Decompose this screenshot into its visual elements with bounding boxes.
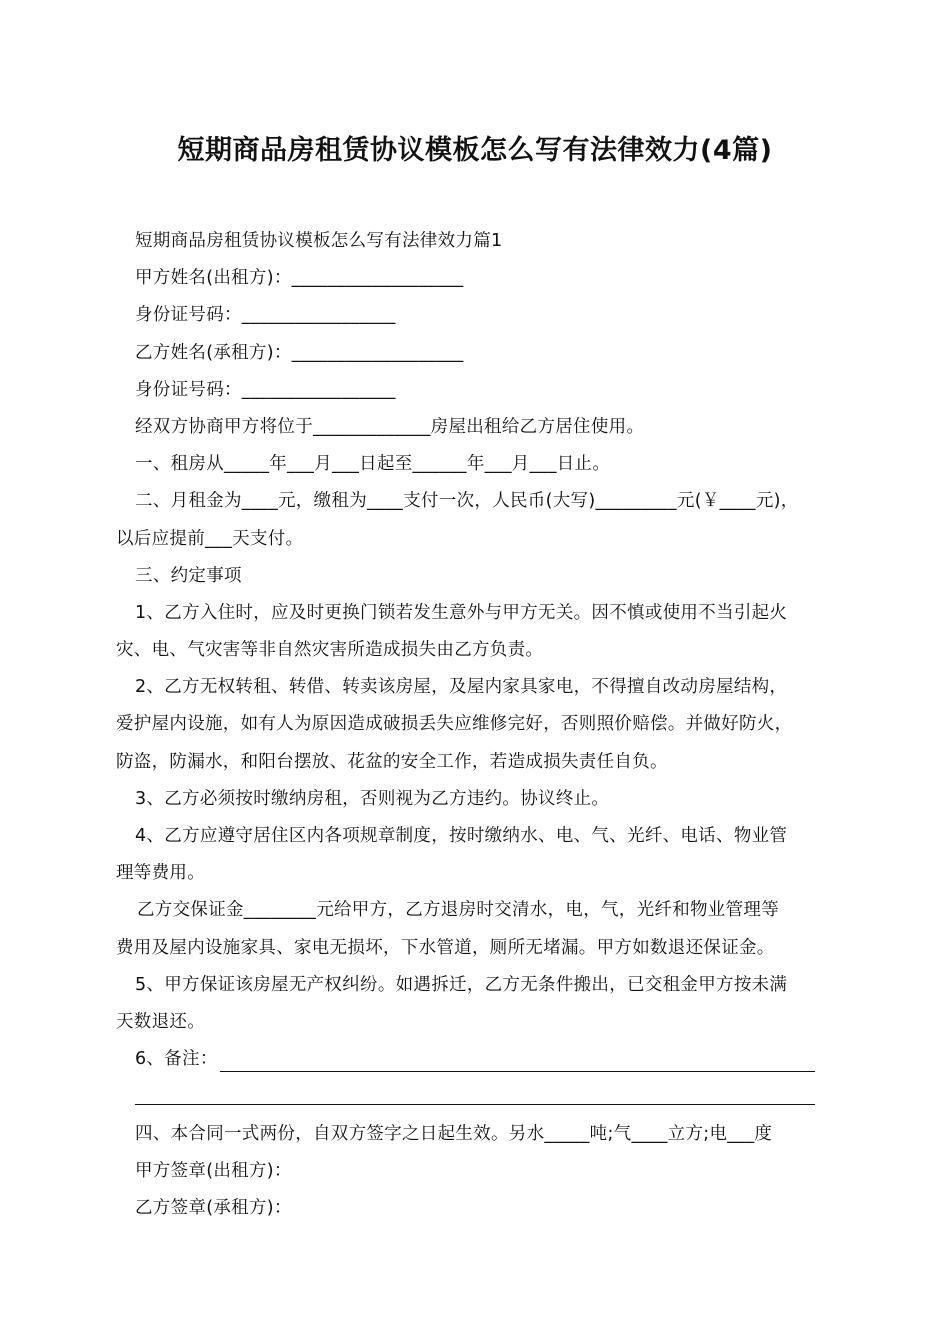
remarks-underline-2 <box>116 1078 856 1115</box>
agreement-items-heading: 三、约定事项 <box>135 565 242 586</box>
item-5-line-1: 5、甲方保证该房屋无产权纠纷。如遇拆迁，乙方无条件搬出，已交租金甲方按未满 <box>135 974 788 995</box>
party-b-id-field: 身份证号码：_________________ <box>135 379 396 400</box>
effective-clause: 四、本合同一式两份，自双方签字之日起生效。另水_____吨;气____立方;电___度 <box>135 1123 773 1144</box>
item-1-line-1: 1、乙方入住时，应及时更换门锁若发生意外与甲方无关。因不慎或使用不当引起火 <box>135 602 788 623</box>
document-body <box>116 223 856 1227</box>
party-b-name-field: 乙方姓名(承租方)：___________________ <box>135 342 464 363</box>
deposit-clause-line-1: 乙方交保证金________元给甲方，乙方退房时交清水，电，气，光纤和物业管理等 <box>137 900 779 921</box>
item-2-line-3: 防盗，防漏水，和阳台摆放、花盆的安全工作，若造成损失责任自负。 <box>116 751 668 772</box>
lease-term-clause: 一、租房从_____年___月___日起至______年___月___日止。 <box>135 454 611 475</box>
remarks-field <box>116 1041 856 1078</box>
deposit-clause-line-2: 费用及屋内设施家具、家电无损坏，下水管道，厕所无堵漏。甲方如数退还保证金。 <box>116 937 775 958</box>
item-1-line-2: 灾、电、气灾害等非自然灾害所造成损失由乙方负责。 <box>116 640 544 661</box>
item-3: 3、乙方必须按时缴纳房租，否则视为乙方违约。协议终止。 <box>135 788 610 809</box>
party-b-signature: 乙方签章(承租方)： <box>135 1197 292 1218</box>
item-5-line-2: 天数退还。 <box>116 1011 205 1032</box>
property-location-clause: 经双方协商甲方将位于_____________房屋出租给乙方居住使用。 <box>135 416 645 437</box>
remarks-label: 6、备注： <box>135 1049 218 1070</box>
item-4-line-1: 4、乙方应遵守居住区内各项规章制度，按时缴纳水、电、气、光纤、电话、物业管 <box>135 826 788 846</box>
rent-clause-line-2: 以后应提前___天支付。 <box>116 528 304 549</box>
item-2-line-1: 2、乙方无权转租、转借、转卖该房屋，及屋内家具家电，不得擅自改动房屋结构， <box>135 677 788 698</box>
rent-clause-line-1: 二、月租金为____元，缴租为____支付一次，人民币(大写)_________元(￥____元)， <box>135 491 799 512</box>
party-a-id-field: 身份证号码：_________________ <box>135 305 396 326</box>
item-4-line-2: 理等费用。 <box>116 863 205 884</box>
party-a-name-field: 甲方姓名(出租方)：___________________ <box>135 268 464 289</box>
remarks-underline <box>220 1071 815 1072</box>
item-2-line-2: 爱护屋内设施，如有人为原因造成破损丢失应维修完好，否则照价赔偿。并做好防火， <box>116 714 793 735</box>
document-title: 短期商品房租赁协议模板怎么写有法律效力(4篇) <box>177 135 773 166</box>
party-a-signature: 甲方签章(出租方)： <box>135 1160 292 1181</box>
section-heading: 短期商品房租赁协议模板怎么写有法律效力篇1 <box>135 231 503 251</box>
